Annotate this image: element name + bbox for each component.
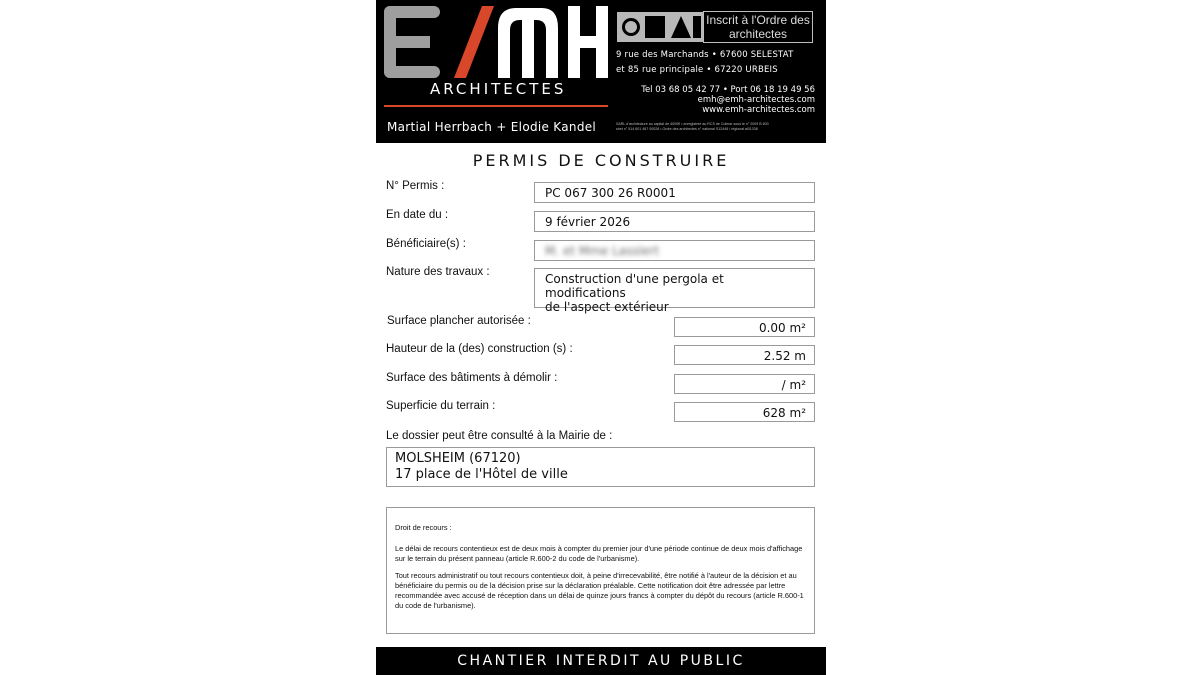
floor-area-label: Surface plancher autorisée :: [387, 315, 531, 327]
architect-names: Martial Herrbach + Elodie Kandel: [387, 120, 597, 134]
work-nature-line-1: Construction d'une pergola et modifications: [545, 272, 724, 300]
architect-header: [376, 0, 826, 143]
email-link[interactable]: emh@emh-architectes.com: [697, 95, 815, 105]
address-line-2: et 85 rue principale • 67220 URBEIS: [616, 65, 778, 75]
permit-number-label: N° Permis :: [386, 180, 445, 192]
phone-line: Tel 03 68 05 42 77 • Port 06 18 19 49 56: [641, 85, 815, 95]
work-nature-line-2: de l'aspect extérieur: [545, 300, 669, 314]
town-hall-label: Le dossier peut être consulté à la Mairie de :: [386, 430, 613, 442]
demolition-area-label: Surface des bâtiments à démolir :: [386, 372, 558, 384]
work-nature-label: Nature des travaux :: [386, 266, 490, 278]
legal-fine-print-1: SARL d'architecture au capital de 4000€ • enregistrée au RCS de Colmar sous le n° 2009 B 600: [616, 122, 769, 126]
demolition-area-field: / m²: [674, 374, 815, 394]
date-label: En date du :: [386, 209, 449, 221]
order-of-architects-logo: [617, 12, 703, 42]
beneficiary-value-redacted: M. et Mme Lasslert: [545, 244, 660, 258]
town-hall-line-2: 17 place de l'Hôtel de ville: [395, 467, 568, 482]
town-hall-field: [386, 447, 815, 487]
emh-logo: [384, 6, 608, 78]
appeal-rights-heading: Droit de recours :: [395, 523, 452, 532]
legal-fine-print-2: siret n° 514 601 467 00028 • Ordre des architectes n° national S12446 / régional al01338: [616, 127, 758, 131]
height-label: Hauteur de la (des) construction (s) :: [386, 343, 573, 355]
town-hall-line-1: MOLSHEIM (67120): [395, 451, 521, 466]
floor-area-field: 0.00 m²: [674, 317, 815, 337]
logo-accent-line: [384, 105, 608, 107]
date-field: 9 février 2026: [534, 211, 815, 232]
footer-banner: CHANTIER INTERDIT AU PUBLIC: [376, 647, 826, 675]
work-nature-field: [534, 268, 815, 314]
appeal-rights-paragraph-1: Le délai de recours contentieux est de deux mois à compter du premier jour d'une période continue de deux mois d'affichage sur le terrain du présent panneau (article R.600-2 du code de l'urbanisme).: [395, 544, 803, 563]
land-area-label: Superficie du terrain :: [386, 400, 496, 412]
appeal-rights-box: [386, 507, 815, 634]
appeal-rights-paragraph-2: Tout recours administratif ou tout recours contentieux doit, à peine d'irrecevabilité, être notifié à l'auteur de la décision et au bénéficiaire du permis ou de la décision prise sur la déclaration préalable. Cette notification doit être adressée par lettre recommandée avec accusé de réception dans un délai de quinze jours francs à compter du dépôt du recours (article R.600-1 du code de l'urbanisme).: [395, 571, 804, 610]
height-field: 2.52 m: [674, 345, 815, 365]
construction-permit-panel: [376, 0, 826, 675]
order-badge: Inscrit à l'Ordre des architectes: [703, 11, 813, 43]
page-title: PERMIS DE CONSTRUIRE: [472, 151, 730, 170]
land-area-field: 628 m²: [674, 402, 815, 422]
address-line-1: 9 rue des Marchands • 67600 SELESTAT: [616, 50, 794, 60]
beneficiary-field: [534, 240, 815, 261]
beneficiary-label: Bénéficiaire(s) :: [386, 238, 466, 250]
website-link[interactable]: www.emh-architectes.com: [702, 105, 815, 115]
logo-subtitle: ARCHITECTES: [430, 80, 567, 98]
permit-number-field: PC 067 300 26 R0001: [534, 182, 815, 203]
